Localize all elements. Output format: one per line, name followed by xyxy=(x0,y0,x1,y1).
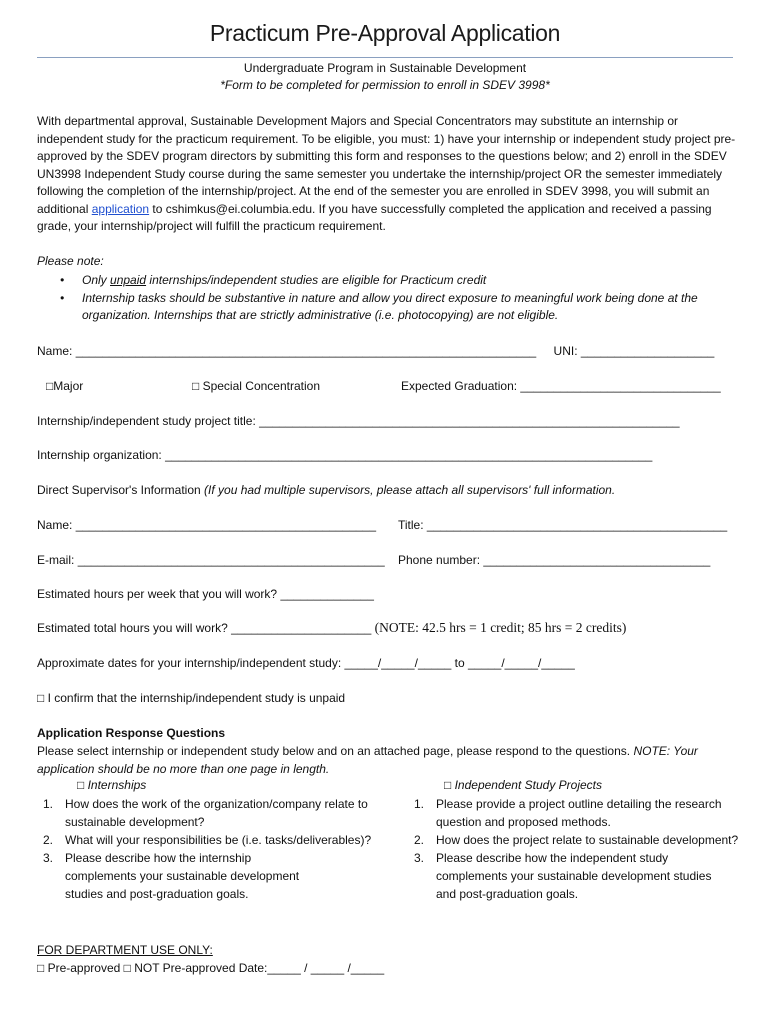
list-item: 3. Please describe how the independent study complements your sustainable development studies and post-graduation goals. xyxy=(414,851,712,901)
page-title: Practicum Pre-Approval Application xyxy=(209,20,561,46)
list-item: 2. How does the project relate to sustainable development? xyxy=(414,833,739,847)
hours-per-week-row xyxy=(37,587,374,601)
total-hours-field[interactable]: _____________________ xyxy=(231,621,372,635)
independent-question-list xyxy=(408,795,768,903)
supervisor-title-label: Title: xyxy=(398,518,424,532)
note-bullet-1: • Only unpaid internships/independent studies are eligible for Practicum credit xyxy=(58,272,728,290)
internship-question-list xyxy=(37,795,397,903)
department-approval-row[interactable]: □ Pre-approved □ NOT Pre-approved Date:_____ / _____ /_____ xyxy=(37,961,385,975)
bullet-icon: • xyxy=(60,290,65,305)
uni-label: UNI: xyxy=(553,344,578,358)
supervisor-phone-field[interactable]: __________________________________ xyxy=(483,553,711,567)
dates-label: Approximate dates for your internship/independent study: xyxy=(37,656,342,670)
supervisor-phone-label: Phone number: xyxy=(398,553,481,567)
intro-text-2: to cshimkus@ei.columbia.edu. If you have successfully completed the application and received a passing grade, your internship/project will fulfill the practicum requirement. xyxy=(37,201,712,233)
expected-graduation-row xyxy=(401,379,721,393)
dates-row xyxy=(37,656,575,670)
name-label: Name: xyxy=(37,344,73,358)
total-hours-label: Estimated total hours you will work? xyxy=(37,621,228,635)
list-item: 1. How does the work of the organization/company relate to sustainable development? xyxy=(43,797,368,829)
supervisor-phone-row xyxy=(398,553,710,567)
total-hours-row xyxy=(37,620,626,636)
supervisor-email-label: E-mail: xyxy=(37,553,75,567)
length-note: NOTE: Your application should be no more than one page in length. xyxy=(37,744,698,776)
supervisor-heading-row xyxy=(37,483,615,497)
concentration-checkbox[interactable]: □ Special Concentration xyxy=(192,379,320,393)
supervisor-title-row xyxy=(398,518,727,532)
supervisor-name-label: Name: xyxy=(37,518,73,532)
note-bullet-list xyxy=(58,272,728,325)
list-item: 3. Please describe how the internship complements your sustainable development studies and post-graduation goals. xyxy=(43,851,300,901)
unpaid-confirm-checkbox[interactable]: □ I confirm that the internship/independent study is unpaid xyxy=(37,691,346,705)
supervisor-email-row xyxy=(37,553,385,567)
project-title-row xyxy=(37,414,680,428)
supervisor-title-field[interactable]: _____________________________________________ xyxy=(426,518,728,532)
note-heading: Please note: xyxy=(37,254,104,268)
student-name-row xyxy=(37,344,714,358)
note-bullet-2: • Internship tasks should be substantive in nature and allow you direct exposure to meaningful work being done at the organization. Internships that are strictly administrative (i.e. photocopying) are not eligible. xyxy=(60,290,698,322)
supervisor-email-field[interactable]: ______________________________________________ xyxy=(77,553,385,567)
project-title-field[interactable]: _______________________________________________________________ xyxy=(259,414,680,428)
supervisor-name-row xyxy=(37,518,376,532)
program-subtitle: Undergraduate Program in Sustainable Development xyxy=(243,61,527,75)
intro-paragraph xyxy=(37,113,737,236)
hours-per-week-label: Estimated hours per week that you will work? xyxy=(37,587,278,601)
organization-field[interactable]: _________________________________________________________________________ xyxy=(165,448,653,462)
credit-hours-note: (NOTE: 42.5 hrs = 1 credit; 85 hrs = 2 credits) xyxy=(374,620,627,635)
questions-instruction: Please select internship or independent study below and on an attached page, please respond to the questions. NOTE: Your application should be no more than one page in length. xyxy=(37,744,698,776)
expected-graduation-field[interactable]: ______________________________ xyxy=(520,379,721,393)
list-item: 1. Please provide a project outline detailing the research question and proposed methods. xyxy=(414,797,722,829)
list-item: 2. What will your responsibilities be (i.e. tasks/deliverables)? xyxy=(43,833,372,847)
independent-study-checkbox[interactable]: □ Independent Study Projects xyxy=(444,778,603,792)
organization-label: Internship organization: xyxy=(37,448,162,462)
application-link[interactable]: application xyxy=(91,201,150,216)
enrollment-note: *Form to be completed for permission to enroll in SDEV 3998* xyxy=(220,78,550,92)
supervisor-name-field[interactable]: _____________________________________________ xyxy=(75,518,377,532)
supervisor-note: (If you had multiple supervisors, please attach all supervisors' full information. xyxy=(204,483,616,497)
project-title-label: Internship/independent study project title: xyxy=(37,414,256,428)
bullet-icon: • xyxy=(60,273,65,287)
supervisor-heading: Direct Supervisor's Information xyxy=(37,483,201,497)
name-field[interactable]: _____________________________________________________________________ xyxy=(75,344,537,358)
internships-checkbox[interactable]: □ Internships xyxy=(77,778,147,792)
uni-field[interactable]: ____________________ xyxy=(580,344,715,358)
title-divider xyxy=(37,57,733,58)
questions-heading: Application Response Questions xyxy=(37,726,226,740)
organization-row xyxy=(37,448,652,462)
intro-text-1: With departmental approval, Sustainable Development Majors and Special Concentrators may substitute an internship or independent study for the practicum requirement. To be eligible, you must: 1) have your internship or independent study project pre-approved by the SDEV program directors by submitting this form and responses to the questions below; and 2) enroll in the SDEV UN3998 Independent Study course during the same semester you undertake the internship/project OR the semester immediately following the completion of the internship/project. At the end of the semester you are enrolled in SDEV 3998, you will submit an additional xyxy=(37,114,736,216)
major-checkbox[interactable]: □Major xyxy=(46,379,84,393)
hours-per-week-field[interactable]: ______________ xyxy=(280,587,374,601)
department-heading: FOR DEPARTMENT USE ONLY: xyxy=(37,943,213,957)
expected-graduation-label: Expected Graduation: xyxy=(401,379,518,393)
dates-field[interactable]: _____/_____/_____ to _____/_____/_____ xyxy=(344,656,575,670)
